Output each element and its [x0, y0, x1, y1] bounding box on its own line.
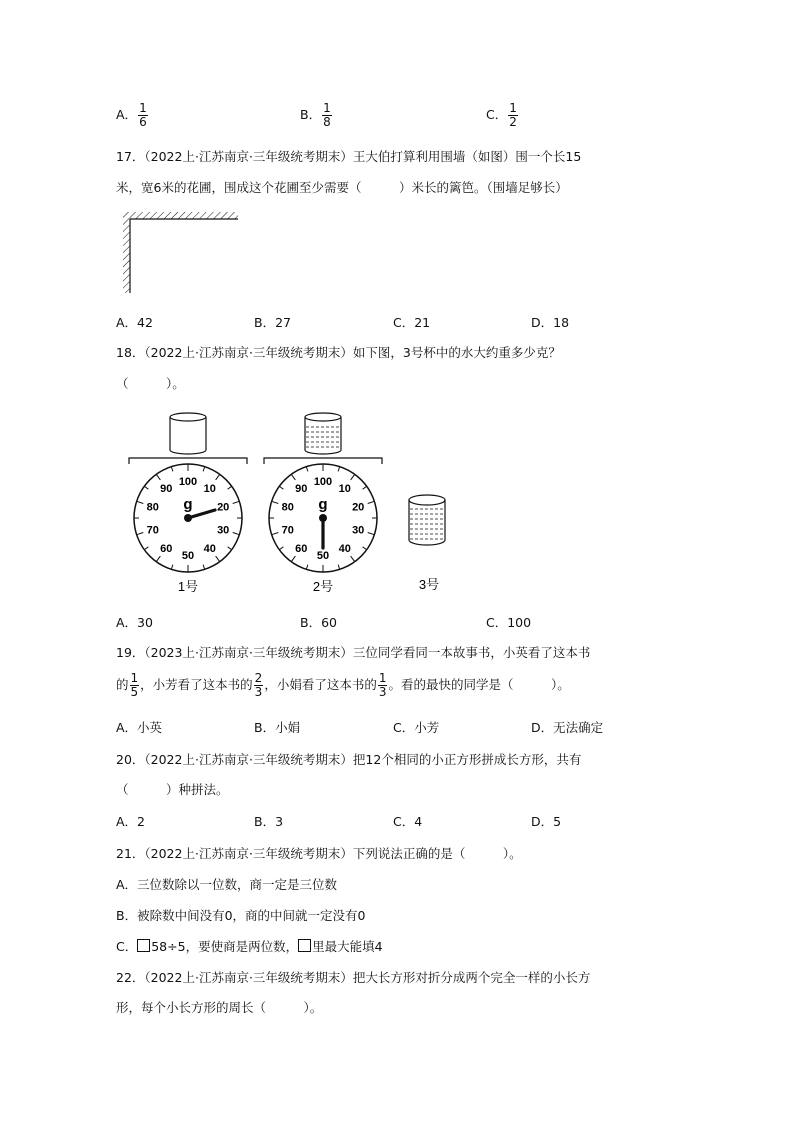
- q17-option-a[interactable]: A．42: [116, 315, 153, 330]
- q19-option-a[interactable]: A．小英: [116, 720, 163, 735]
- dial-tick: [156, 556, 160, 562]
- q21-text-line1: 21．（2022上·江苏南京·三年级统考期末）下列说法正确的是（ ）。: [116, 846, 522, 861]
- caption-2: 2号: [312, 579, 334, 594]
- dial-label: 80: [281, 501, 294, 514]
- q18-option-b[interactable]: B．60: [300, 615, 337, 630]
- q16-option-b[interactable]: B． $\frac{1}{8}$: [300, 101, 331, 129]
- q20-option-b[interactable]: B．3: [254, 814, 284, 829]
- dial-label: 100: [178, 476, 198, 488]
- dial-tick: [228, 547, 232, 550]
- q20-option-d[interactable]: D．5: [531, 814, 562, 829]
- q20-option-a[interactable]: A．2: [116, 814, 146, 829]
- dial-label: 90: [160, 483, 173, 496]
- dial-tick: [233, 533, 240, 535]
- dial-tick: [279, 547, 283, 550]
- dial-label: 50: [181, 550, 195, 562]
- fraction: $\frac{1}{5}$: [130, 671, 139, 699]
- dial-tick: [306, 565, 308, 570]
- dial-label: 30: [217, 524, 230, 537]
- dial-tick: [203, 467, 205, 472]
- dial-label: 10: [338, 483, 351, 496]
- dial-tick: [216, 556, 220, 562]
- dial-tick: [291, 474, 295, 480]
- dial-tick: [363, 486, 367, 489]
- dial-tick: [216, 474, 220, 480]
- scale-2: [264, 413, 382, 594]
- blank-box: [137, 939, 150, 952]
- dial-tick: [144, 486, 148, 489]
- q22-text-line1: 22．（2022上·江苏南京·三年级统考期末）把大长方形对折分成两个完全一样的小长方: [116, 970, 591, 985]
- q20-text-line2: （ ）种拼法。: [116, 782, 229, 797]
- q19-option-d[interactable]: D．无法确定: [531, 720, 604, 735]
- dial-label: 70: [146, 524, 159, 537]
- dial-tick: [368, 533, 375, 535]
- dial-label: 20: [217, 501, 230, 514]
- dial-1: [134, 464, 242, 572]
- q18-option-a[interactable]: A．30: [116, 615, 153, 630]
- q18-text-line1: 18．（2022上·江苏南京·三年级统考期末）如下图，3号杯中的水大约重多少克？: [116, 345, 561, 360]
- dial-label: 60: [295, 542, 308, 555]
- q21-option-a[interactable]: A．三位数除以一位数，商一定是三位数: [116, 877, 338, 892]
- blank-box: [298, 939, 311, 952]
- dial-label: 30: [352, 524, 365, 537]
- dial-label: 10: [203, 483, 216, 496]
- dial-tick: [228, 486, 232, 489]
- q17-text-line2: 米，宽6米的花圃，围成这个花圃至少需要（ ）米长的篱笆。（围墙足够长）: [116, 180, 568, 195]
- needle-hub: [184, 514, 192, 522]
- dial-tick: [338, 565, 340, 570]
- dial-label: 40: [203, 542, 216, 555]
- dial-tick: [272, 501, 279, 503]
- dial-tick: [351, 474, 355, 480]
- q17-option-c[interactable]: C．21: [393, 315, 431, 330]
- fraction: $\frac{1}{8}$: [323, 101, 331, 129]
- q20-option-c[interactable]: C．4: [393, 814, 423, 829]
- dial-label: 40: [338, 542, 351, 555]
- dial-2: [269, 464, 377, 572]
- dial-tick: [306, 467, 308, 472]
- dial-tick: [137, 533, 144, 535]
- dial-label: 60: [160, 542, 173, 555]
- needle-hub: [319, 514, 327, 522]
- dial-label: 80: [146, 501, 159, 514]
- dial-tick: [363, 547, 367, 550]
- q18-text-line2: （ ）。: [116, 376, 185, 391]
- dial-tick: [272, 533, 279, 535]
- dial-label: 100: [313, 476, 333, 488]
- q19-text-line2: 的 $\frac{1}{5}$ ，小芳看了这本书的 $\frac{2}{3}$ ，小娟看了这本书的 $\frac{1}{3}$ 。看的最快的同学是（ ）。: [116, 671, 570, 699]
- wall-figure: [118, 208, 248, 298]
- scales-figure: [120, 408, 460, 598]
- unit-label: g: [183, 496, 193, 513]
- q17-text-line1: 17．（2022上·江苏南京·三年级统考期末）王大伯打算利用围墙（如图）围一个长15: [116, 149, 582, 164]
- dial-tick: [291, 556, 295, 562]
- dial-tick: [351, 556, 355, 562]
- caption-1: 1号: [177, 579, 199, 594]
- q19-option-b[interactable]: B．小娟: [254, 720, 301, 735]
- fraction: $\frac{1}{3}$: [378, 671, 387, 699]
- q20-text-line1: 20．（2022上·江苏南京·三年级统考期末）把12个相同的小正方形拼成长方形，共有: [116, 752, 582, 767]
- dial-tick: [156, 474, 160, 480]
- q21-option-c[interactable]: C． 58÷5，要使商是两位数， 里最大能填4: [116, 939, 383, 954]
- dial-label: 90: [295, 483, 308, 496]
- dial-tick: [203, 565, 205, 570]
- caption-3: 3号: [418, 577, 440, 592]
- q19-text-line1: 19．（2023上·江苏南京·三年级统考期末）三位同学看同一本故事书，小英看了这本书: [116, 645, 591, 660]
- dial-tick: [368, 501, 375, 503]
- unit-label: g: [318, 496, 328, 513]
- q17-option-d[interactable]: D．18: [531, 315, 570, 330]
- dial-label: 50: [316, 550, 330, 562]
- q18-option-c[interactable]: C．100: [486, 615, 532, 630]
- q22-text-line2: 形，每个小长方形的周长（ ）。: [116, 1000, 323, 1015]
- dial-tick: [171, 467, 173, 472]
- dial-tick: [279, 486, 283, 489]
- fraction: $\frac{1}{2}$: [509, 101, 517, 129]
- dial-tick: [137, 501, 144, 503]
- dial-tick: [144, 547, 148, 550]
- dial-tick: [233, 501, 240, 503]
- dial-tick: [171, 565, 173, 570]
- q19-option-c[interactable]: C．小芳: [393, 720, 440, 735]
- q17-option-b[interactable]: B．27: [254, 315, 291, 330]
- fraction: $\frac{2}{3}$: [254, 671, 263, 699]
- cup-3: [409, 495, 445, 592]
- dial-tick: [338, 467, 340, 472]
- q21-option-b[interactable]: B．被除数中间没有0，商的中间就一定没有0: [116, 908, 366, 923]
- dial-label: 20: [352, 501, 365, 514]
- dial-label: 70: [281, 524, 294, 537]
- q16-option-a[interactable]: A． $\frac{1}{6}$: [116, 101, 147, 129]
- q16-option-c[interactable]: C． $\frac{1}{2}$: [486, 101, 517, 129]
- scale-1: [129, 413, 247, 594]
- fraction: $\frac{1}{6}$: [139, 101, 147, 129]
